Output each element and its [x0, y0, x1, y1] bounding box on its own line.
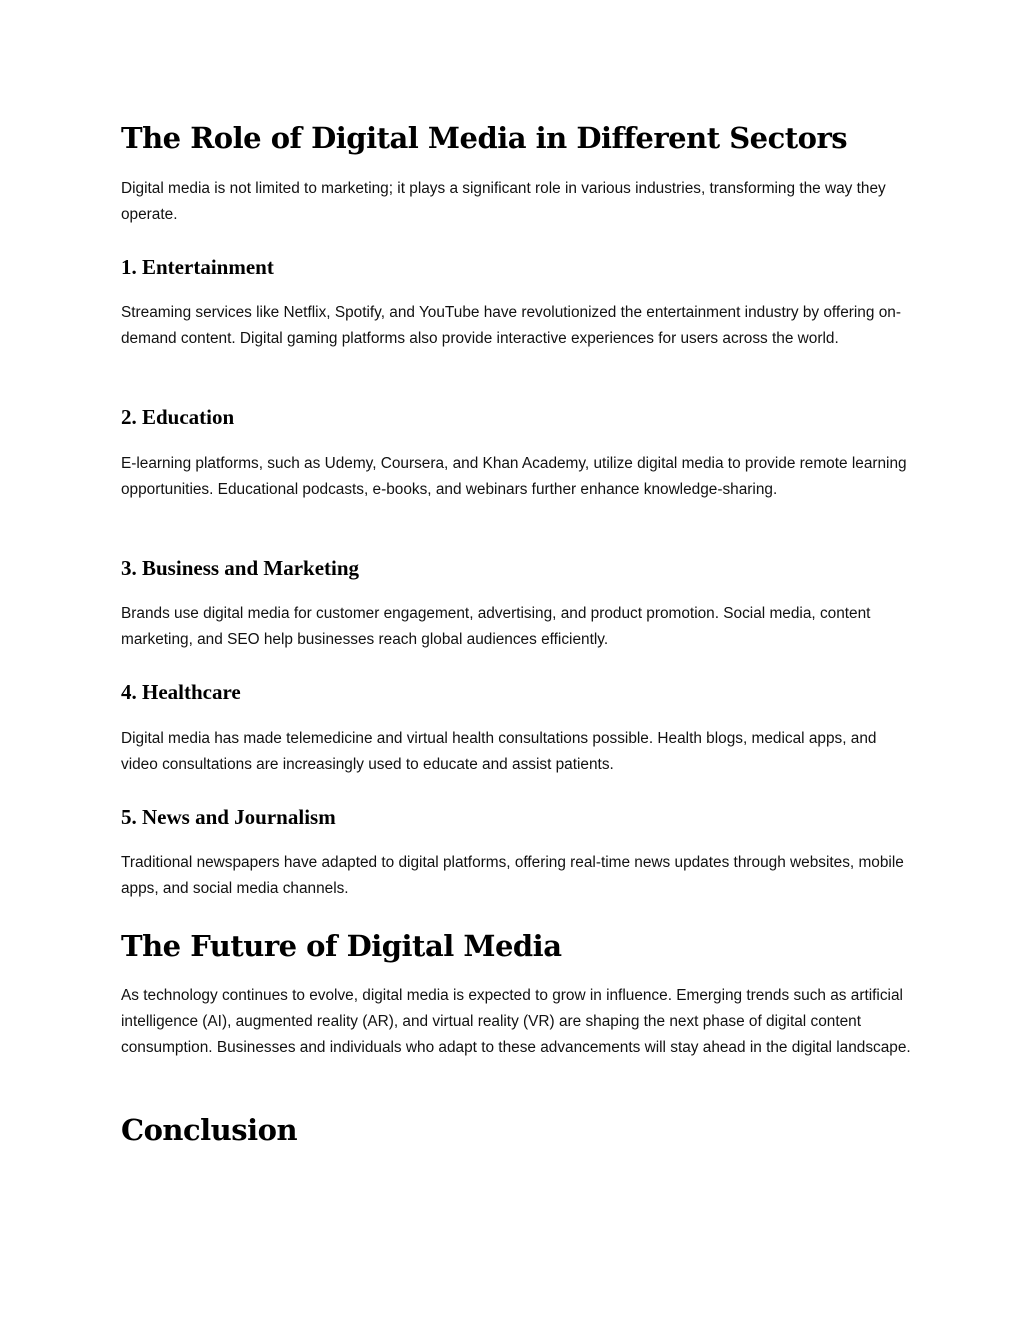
heading-healthcare: 4. Healthcare	[121, 680, 241, 704]
section-title-conclusion: Conclusion	[121, 1113, 298, 1147]
heading-education: 2. Education	[121, 405, 235, 429]
section-title-future: The Future of Digital Media	[121, 929, 562, 963]
intro-paragraph: Digital media is not limited to marketing; it plays a significant role in various industries, transforming the way they operate.	[121, 180, 886, 223]
paragraph-news: Traditional newspapers have adapted to digital platforms, offering real-time news updates through websites, mobile apps, and social media channels.	[121, 854, 904, 897]
heading-news: 5. News and Journalism	[121, 805, 336, 829]
section-title-role: The Role of Digital Media in Different Sectors	[121, 121, 848, 155]
paragraph-healthcare: Digital media has made telemedicine and virtual health consultations possible. Health blogs, medical apps, and video consultations are increasingly used to educate and assist patients.	[121, 730, 877, 773]
paragraph-entertainment: Streaming services like Netflix, Spotify, and YouTube have revolutionized the entertainment industry by offering on-demand content. Digital gaming platforms also provide interactive experiences for users across the world.	[121, 304, 901, 347]
heading-entertainment: 1. Entertainment	[121, 255, 274, 279]
paragraph-business: Brands use digital media for customer engagement, advertising, and product promotion. Social media, content marketing, and SEO help businesses reach global audiences efficiently.	[121, 605, 871, 648]
heading-business: 3. Business and Marketing	[121, 556, 360, 580]
paragraph-future: As technology continues to evolve, digital media is expected to grow in influence. Emerging trends such as artificial intelligence (AI), augmented reality (AR), and virtual reality (VR) are shaping the next phase of digital content consumption. Businesses and individuals who adapt to these advancements will stay ahead in the digital landscape.	[121, 987, 911, 1056]
paragraph-education: E-learning platforms, such as Udemy, Coursera, and Khan Academy, utilize digital media to provide remote learning opportunities. Educational podcasts, e-books, and webinars further enhance knowledge-sharing.	[121, 455, 907, 498]
